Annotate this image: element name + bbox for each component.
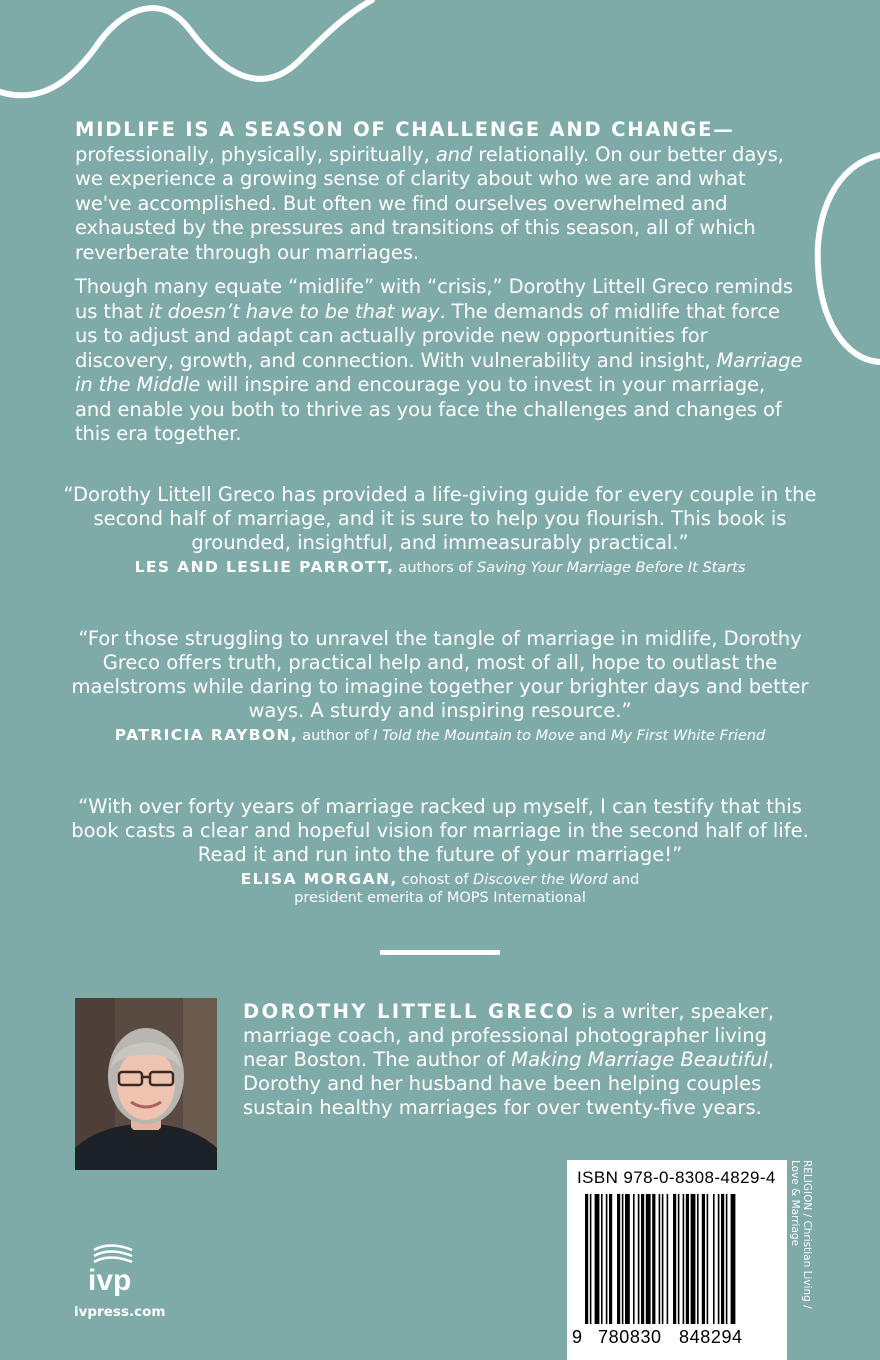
- barcode-bar: [713, 1194, 715, 1324]
- endorsement-3: [60, 795, 820, 907]
- barcode-bar: [585, 1194, 588, 1324]
- barcode-bar: [726, 1194, 728, 1324]
- svg-text:ivp: ivp: [88, 1264, 132, 1297]
- barcode-bar: [686, 1194, 689, 1324]
- barcode-bar: [718, 1194, 720, 1324]
- barcode-bar: [707, 1194, 709, 1324]
- barcode-bar: [617, 1194, 620, 1324]
- barcode-bar: [633, 1194, 635, 1324]
- endorsement-attribution: LES AND LESLIE PARROTT, authors of Saving Your Marriage Before It Starts: [134, 558, 746, 576]
- barcode-bar: [659, 1194, 661, 1324]
- barcode-bar: [638, 1194, 640, 1324]
- blurb-paragraph-2: Though many equate “midlife” with “crisis,” Dorothy Littell Greco reminds us that it doesn’t have to be that way. The demands of midlife that force us to adjust and adapt can actually provide new opportunities for discovery, growth, and connection. With vulnerability and insight, Marriage in the Middle will inspire and encourage you to invest in your marriage, and enable you both to thrive as you face the challenges and changes of this era together.: [75, 275, 803, 445]
- barcode-bar: [678, 1194, 680, 1324]
- barcode-bar: [601, 1194, 603, 1324]
- endorsement-quote: “Dorothy Littell Greco has provided a life-giving guide for every couple in the second half of marriage, and it is sure to help you flourish. This book is grounded, insightful, and immeasurably practical.”: [63, 483, 817, 554]
- barcode-bar: [673, 1194, 676, 1324]
- endorser-name: PATRICIA RAYBON,: [114, 726, 299, 744]
- ivp-logo: [88, 1242, 142, 1302]
- endorsement-attribution: ELISA MORGAN, cohost of Discover the Word and president emerita of MOPS International: [240, 870, 640, 906]
- book-title: Marriage in the Middle: [75, 348, 803, 396]
- isbn-label: ISBN 978-0-8308-4829-4: [577, 1168, 776, 1187]
- barcode-bar: [662, 1194, 664, 1324]
- blurb-lead-caps: MIDLIFE IS A SEASON OF CHALLENGE AND CHANGE—: [75, 118, 735, 141]
- endorsement-2: [60, 627, 820, 745]
- barcode-bar: [590, 1194, 592, 1324]
- barcode-bar: [683, 1194, 685, 1324]
- publisher-url: ivpress.com: [74, 1304, 166, 1320]
- barcode-bar: [622, 1194, 624, 1324]
- category-label: RELIGION / Christian Living / Love & Marriage: [789, 1160, 813, 1309]
- author-photo: [75, 998, 217, 1170]
- barcode-bar: [609, 1194, 612, 1324]
- endorsement-quote: “For those struggling to unravel the tangle of marriage in midlife, Dorothy Greco offers truth, practical help and, most of all, hope to outlast the maelstroms while daring to imagine together your brighter days and better ways. A sturdy and inspiring resource.”: [71, 627, 809, 722]
- isbn-barcode: ISBN 978-0-8308-4829-4 9 780830 848294: [567, 1160, 787, 1360]
- endorsement-quote: “With over forty years of marriage racked up myself, I can testify that this book casts a clear and hopeful vision for marriage in the second half of life. Read it and run into the future of your marriage!”: [71, 795, 809, 866]
- barcode-bar: [691, 1194, 696, 1324]
- barcode-bar: [595, 1194, 600, 1324]
- endorser-name: ELISA MORGAN,: [240, 870, 398, 888]
- barcode-bar: [652, 1194, 655, 1324]
- barcode-bar: [646, 1194, 651, 1324]
- section-divider: [380, 950, 500, 955]
- barcode-bar: [721, 1194, 724, 1324]
- author-name: DOROTHY LITTELL GRECO: [243, 1000, 576, 1023]
- endorser-name: LES AND LESLIE PARROTT,: [134, 558, 395, 576]
- blurb-paragraph-1: MIDLIFE IS A SEASON OF CHALLENGE AND CHANGE—professionally, physically, spiritually, and relationally. On our better days, we experience a growing sense of clarity about who we are and what we've accomplished. But often we find ourselves overwhelmed and exhausted by the pressures and transitions of this season, all of which reverberate through our marriages.: [75, 118, 784, 264]
- barcode-bar: [702, 1194, 705, 1324]
- barcode-bar: [641, 1194, 644, 1324]
- author-bio: DOROTHY LITTELL GRECO is a writer, speaker, marriage coach, and professional photographer living near Boston. The author of Making Marriage Beautiful, Dorothy and her husband have been helping couples sustain healthy marriages for over twenty-five years.: [243, 1000, 775, 1119]
- barcode-bar: [625, 1194, 630, 1324]
- barcode-bar: [731, 1194, 736, 1324]
- endorsement-1: [60, 483, 820, 577]
- barcode-bar: [697, 1194, 699, 1324]
- barcode-bar: [606, 1194, 608, 1324]
- back-cover-blurb: [75, 118, 805, 447]
- barcode-bars: [585, 1194, 777, 1324]
- barcode-bar: [667, 1194, 669, 1324]
- endorsement-attribution: PATRICIA RAYBON, author of I Told the Mountain to Move and My First White Friend: [114, 726, 766, 744]
